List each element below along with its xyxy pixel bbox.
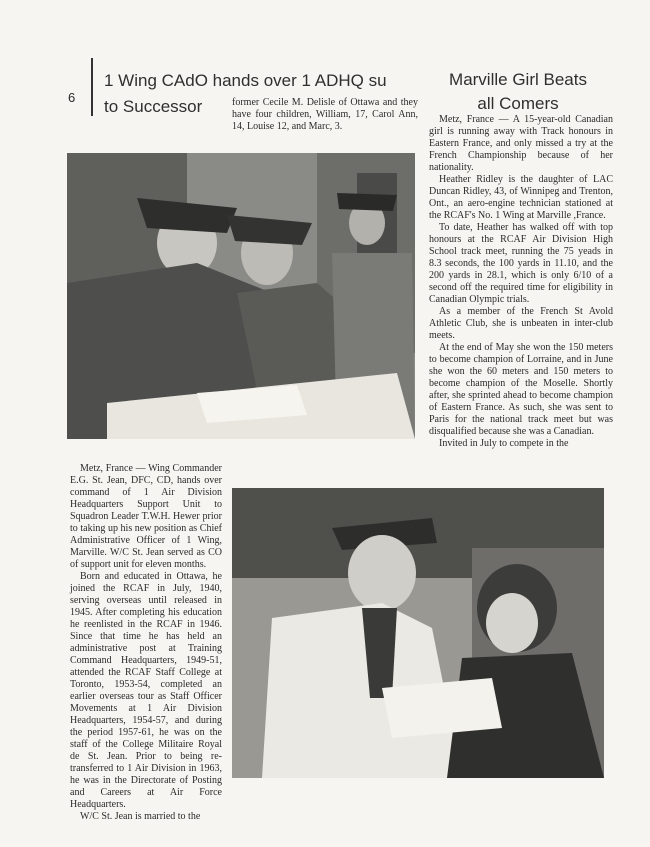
article-left-body <box>70 463 222 823</box>
article-right-paragraph: At the end of May she won the 150 meters to become champion of Lorraine, and in June she won the 60 meters and 150 meters to become champion of the Moselle. Shortly after, she sprinted ahead to become champion of Eastern France. As such, she was sent to Paris for the national track meet but was disqualified because she was a Canadian. <box>429 342 613 437</box>
article-right-paragraph: Invited in July to compete in the <box>439 438 569 449</box>
article-right-body <box>429 114 613 450</box>
page-number: 6 <box>68 90 76 105</box>
article-right-paragraph: Metz, France — A 15-year-old Canadian girl is running away with Track honours in Eastern France, and only missed a try at the French Championship because of her nationality. <box>429 114 613 173</box>
article-left-continuation <box>232 97 418 133</box>
article-right-paragraph: To date, Heather has walked off with top honours at the RCAF Air Division High School track meet, running the 75 yeads in 8.3 seconds, the 100 yards in 11.10, and the 200 yards in 28.1, which is only 6/10 of a second off the required time for eligibility in Canadian Olympic trials. <box>429 222 613 305</box>
photo-officers-signing <box>67 153 415 439</box>
headline-right <box>428 68 608 116</box>
headline-right-line2: all Comers <box>477 94 559 113</box>
photo-girl-presented <box>232 488 604 778</box>
article-right-paragraph: Heather Ridley is the daughter of LAC Duncan Ridley, 43, of Winnipeg and Trenton, Ont., an aero-engine technician stationed at the RCAF's No. 1 Wing at Marville ,France. <box>429 174 613 221</box>
continuation-paragraph: former Cecile M. Delisle of Ottawa and they have four children, William, 17, Carol Ann, 14, Louise 12, and Marc, 3. <box>232 97 418 132</box>
headline-divider <box>91 58 93 116</box>
article-left-paragraph: Born and educated in Ottawa, he joined the RCAF in July, 1940, serving overseas until released in 1945. After completing his education he reenlisted in the RCAF in 1946. Since that time he has held an administrative post at Training Command Headquarters, 1949-51, attended the RCAF Staff College at Toronto, 1953-54, completed an earlier overseas tour as Staff Officer Movements at 1 Air Division Headquarters, 1954-57, and during the period 1957-61, he was on the staff of the College Militaire Royal de St. Jean. Prior to being re-transferred to 1 Air Division in 1963, he was in the Directorate of Posting and Careers at Air Force Headquarters. <box>70 571 222 810</box>
article-left-paragraph: W/C St. Jean is married to the <box>80 811 201 822</box>
headline-right-line1: Marville Girl Beats <box>449 70 587 89</box>
headline-left-line2: to Successor <box>104 97 203 116</box>
article-left-paragraph: Metz, France — Wing Commander E.G. St. Jean, DFC, CD, hands over command of 1 Air Division Headquarters Support Unit to Squadron Leader T.W.H. Hewer prior to taking up his new position as Chief Administrative Officer of 1 Wing, Marville. W/C St. Jean served as CO of support unit for eleven months. <box>70 463 222 570</box>
headline-left-line1: 1 Wing CAdO hands over 1 ADHQ su <box>104 71 387 90</box>
photo-girl-presented-image <box>232 488 604 778</box>
photo-officers-signing-image <box>67 153 415 439</box>
article-right-paragraph: As a member of the French St Avold Athletic Club, she is unbeaten in inter-club meets. <box>429 306 613 341</box>
